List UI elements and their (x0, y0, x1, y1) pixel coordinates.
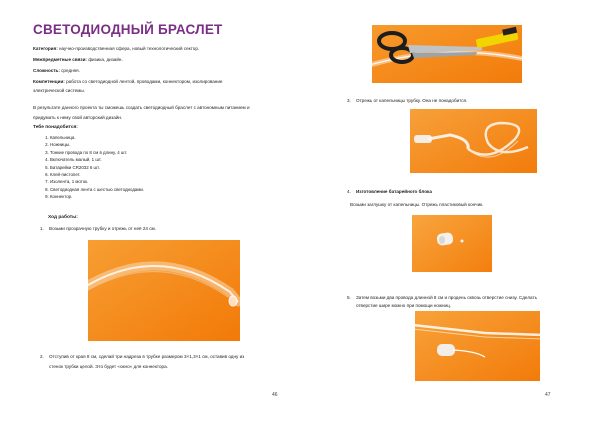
photo-scissors (372, 25, 522, 83)
step-4-heading: 4. Изготовление батарейного блока (347, 189, 432, 194)
meta-competencies: Компетенции: работа со светодиодной лентой, проводами, коннектором, изолирование (33, 79, 223, 84)
step-5-cont: отверстие шире можно при помощи ножниц. (356, 303, 451, 308)
step-1: 1. Возьми прозрачную трубку и отрежь от неё 24 см. (40, 226, 156, 231)
list-item: 7. Изолента, 1 моток. (50, 178, 144, 185)
meta-category: Категория: научно-производственная сфера, новый технологический сектор. (33, 46, 200, 51)
right-page (300, 0, 600, 424)
meta-difficulty: Сложность: средняя. (33, 68, 80, 73)
step-5: 5. Затем возьми два провода длинной 8 см и продень сквозь отверстие снизу. Сделать (347, 295, 537, 300)
page-number: 46 (272, 392, 278, 398)
photo-dropper-tube (410, 109, 537, 173)
intro-line-2: придумать к нему свой авторский дизайн. (33, 115, 123, 120)
list-item: 4. Включатель малый, 1 шт. (50, 156, 144, 163)
intro-line-1: В результате данного проекта ты сможешь создать светодиодный браслет с автономным питанием и (33, 105, 250, 110)
step-3: 3. Отрежь от капельницы трубку. Она не понадобится. (347, 98, 468, 103)
photo-cap (412, 215, 492, 272)
page-title: СВЕТОДИОДНЫЙ БРАСЛЕТ (33, 22, 223, 37)
page-number: 47 (545, 392, 551, 398)
photo-tube (88, 240, 240, 341)
list-item: 1. Капельница. (50, 134, 144, 141)
meta-competencies-cont: электрической системы. (33, 88, 85, 93)
step-2: 2. Отступив от края 8 см, сделай три надреза в трубке размером 3×1,3×1 см, оставив одну из (40, 354, 245, 359)
list-item: 2. Ножницы. (50, 141, 144, 148)
meta-interdisciplinary: Межпредметные связи: физика, дизайн. (33, 57, 123, 62)
steps-heading: Ход работы: (48, 215, 78, 220)
step-4-text: Возьми заглушку от капельницы. Отрежь пластиковый кончик. (350, 202, 484, 207)
list-item: 9. Коннектор. (50, 193, 144, 200)
materials-heading: Тебе понадобится: (33, 125, 78, 130)
list-item: 6. Клей-пистолет. (50, 171, 144, 178)
materials-list (36, 134, 144, 201)
photo-wires (415, 311, 540, 381)
step-2-cont: стенок трубки целой. Это будет «окно» для коннектора. (49, 364, 168, 369)
list-item: 5. Батарейки CR2032 6 шт. (50, 164, 144, 171)
list-item: 3. Тонкие провода по 8 см в длину, 4 шт. (50, 149, 144, 156)
list-item: 8. Светодиодная лента с шестью светодиодами. (50, 186, 144, 193)
